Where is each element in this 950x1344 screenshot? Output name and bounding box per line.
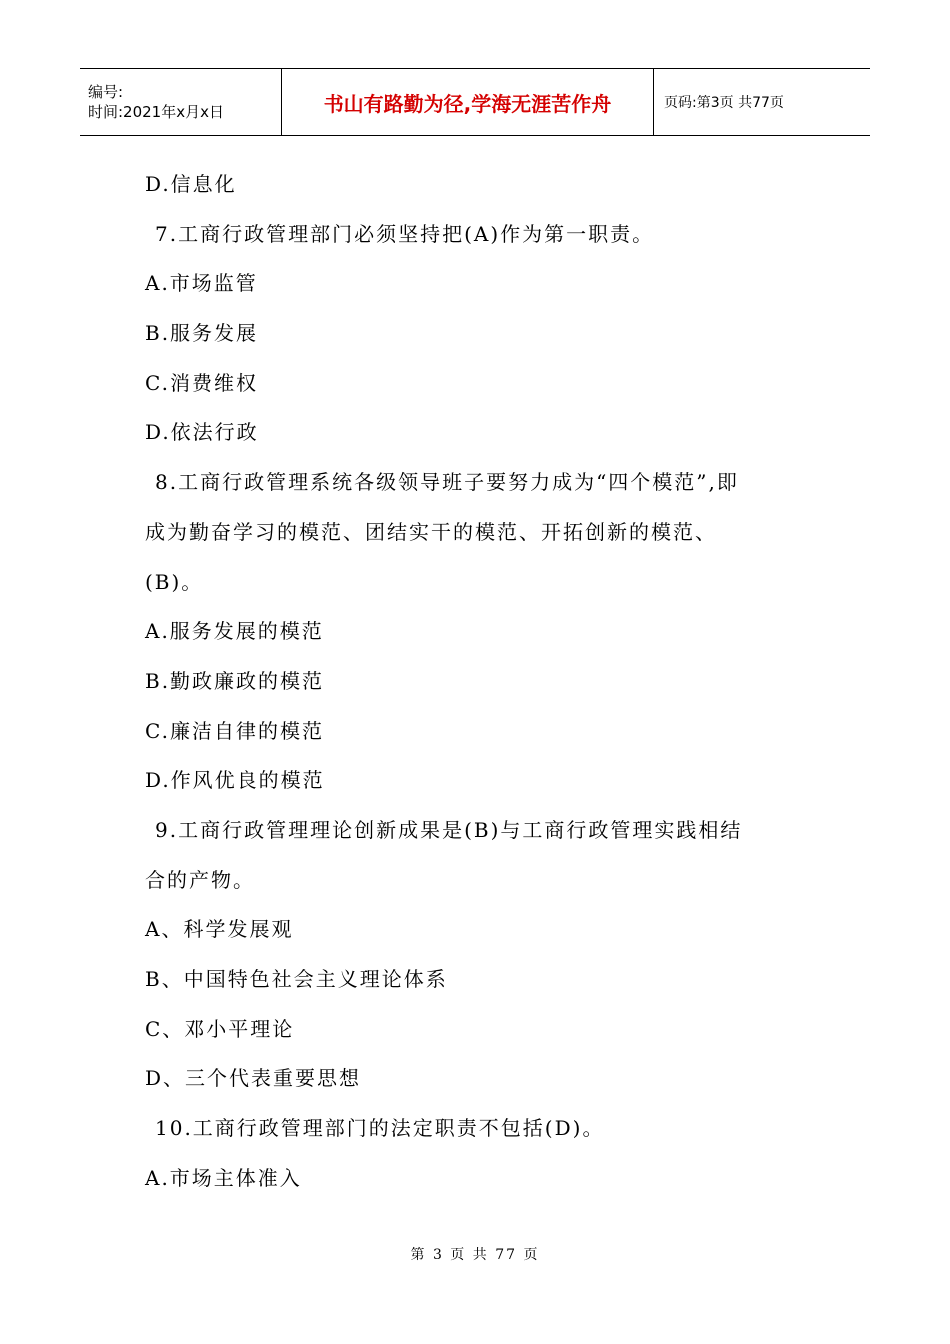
text-line: 成为勤奋学习的模范、团结实干的模范、开拓创新的模范、 xyxy=(145,519,717,544)
page-header xyxy=(80,68,870,136)
question-line: 8.工商行政管理系统各级领导班子要努力成为“四个模范”,即 xyxy=(155,470,739,495)
header-page-info: 页码:第3页 共77页 xyxy=(664,95,784,111)
page-footer: 第 3 页 共 77 页 xyxy=(410,1247,540,1263)
option-line: B、中国特色社会主义理论体系 xyxy=(145,967,448,991)
option-line: B.服务发展 xyxy=(145,321,259,346)
option-line: D.信息化 xyxy=(145,172,237,196)
option-line: D、三个代表重要思想 xyxy=(145,1066,362,1091)
option-line: C、邓小平理论 xyxy=(145,1016,295,1041)
option-line: C.消费维权 xyxy=(145,370,258,395)
question-content xyxy=(145,160,825,1203)
question-line: 9.工商行政管理理论创新成果是(B)与工商行政管理实践相结 xyxy=(155,817,743,842)
question-line: 7.工商行政管理部门必须坚持把(A)作为第一职责。 xyxy=(155,221,655,246)
text-line: 合的产物。 xyxy=(145,867,255,892)
option-line: D.作风优良的模范 xyxy=(145,768,325,793)
option-line: A.服务发展的模范 xyxy=(145,619,324,644)
document-number-label: 编号: xyxy=(88,83,124,101)
document-time-label: 时间:2021年x月x日 xyxy=(88,103,224,121)
option-line: A.市场主体准入 xyxy=(145,1165,302,1190)
option-line: A、科学发展观 xyxy=(145,917,294,942)
question-line: 10.工商行政管理部门的法定职责不包括(D)。 xyxy=(155,1116,605,1141)
option-line: D.依法行政 xyxy=(145,420,259,445)
option-line: A.市场监管 xyxy=(145,271,258,296)
option-line: C.廉洁自律的模范 xyxy=(145,718,324,743)
text-line: (B)。 xyxy=(145,569,204,594)
header-motto: 书山有路勤为径,学海无涯苦作舟 xyxy=(282,69,654,135)
option-line: B.勤政廉政的模范 xyxy=(145,668,325,693)
header-meta xyxy=(80,69,282,135)
